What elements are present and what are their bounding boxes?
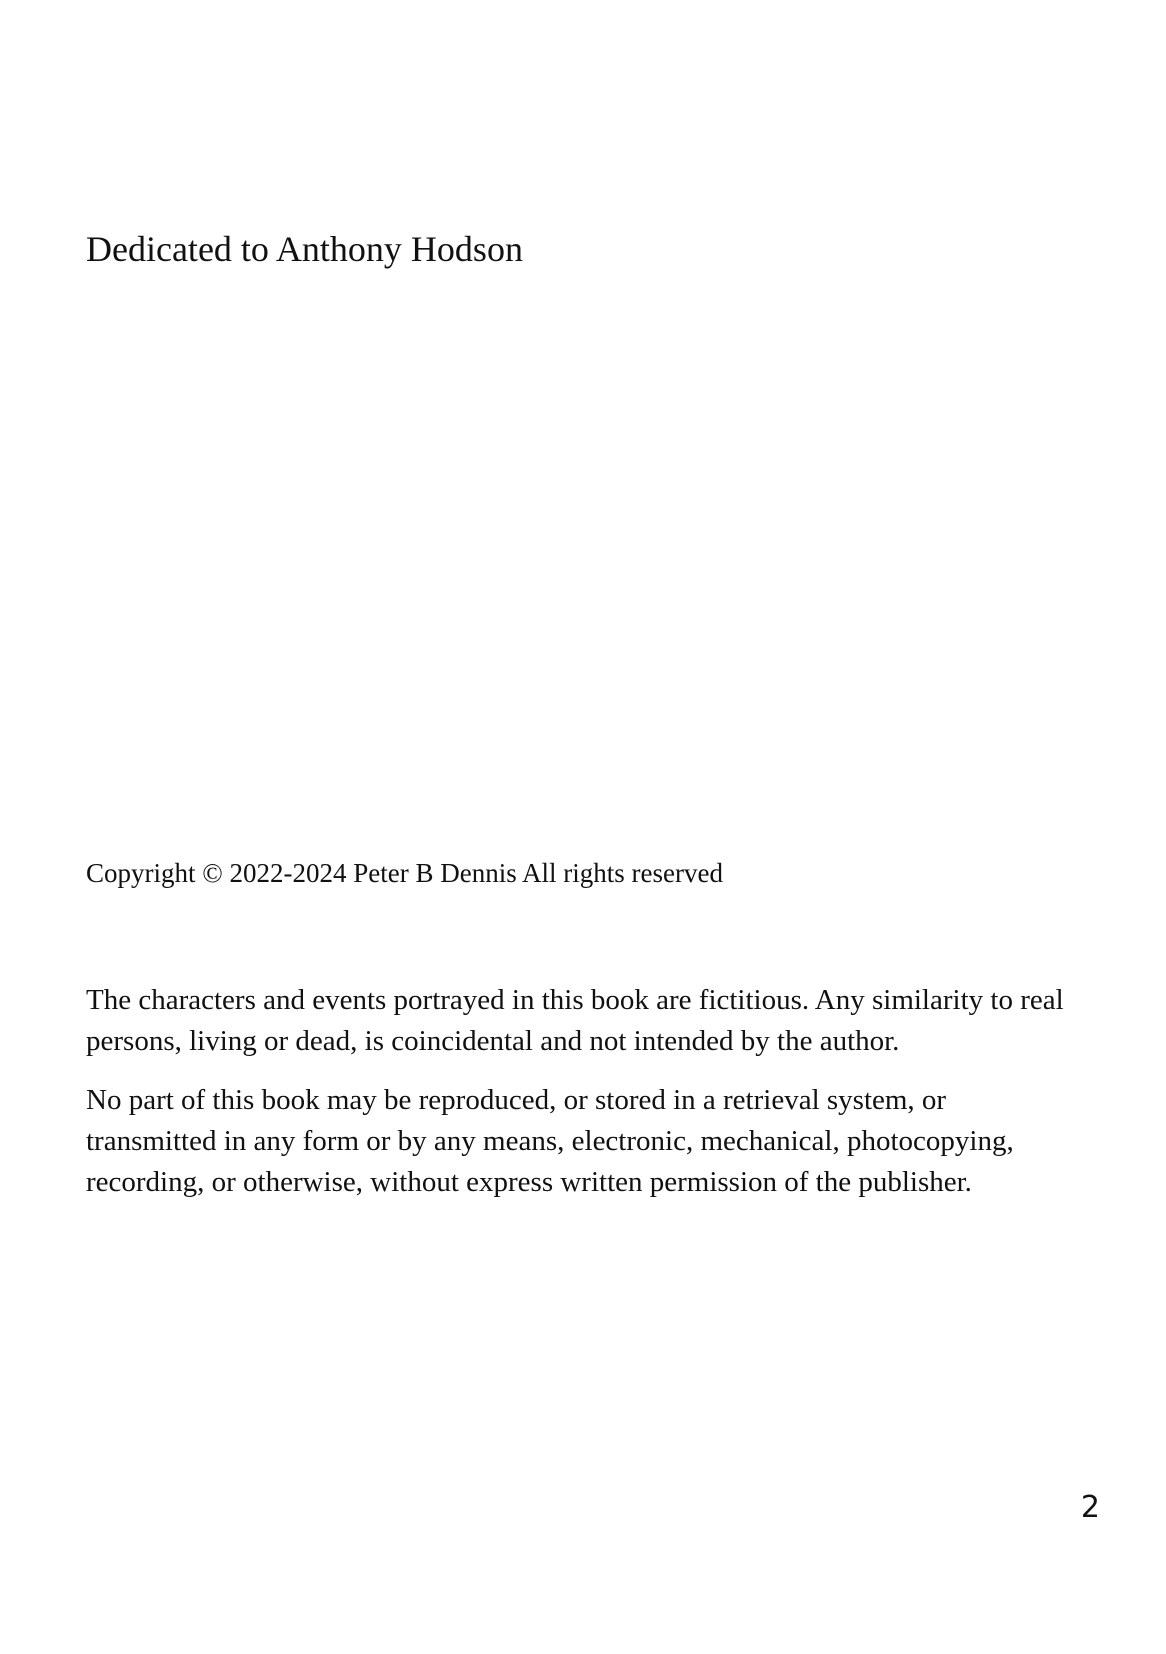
page-number: 2 — [1080, 1490, 1100, 1525]
fiction-disclaimer-paragraph: The characters and events portrayed in this book are fictitious. Any similarity to real persons, living or dead, is coincidental and not intended by the author. — [86, 984, 1064, 1057]
reproduction-rights-paragraph: No part of this book may be reproduced, or stored in a retrieval system, or transmitted in any form or by any means, electronic, mechanical, photocopying, recording, or otherwise, without express written permission of the publisher. — [86, 1084, 1014, 1198]
legal-notice — [86, 980, 1076, 1221]
copyright-notice: Copyright © 2022-2024 Peter B Dennis All rights reserved — [86, 858, 723, 888]
dedication-text: Dedicated to Anthony Hodson — [86, 229, 523, 269]
